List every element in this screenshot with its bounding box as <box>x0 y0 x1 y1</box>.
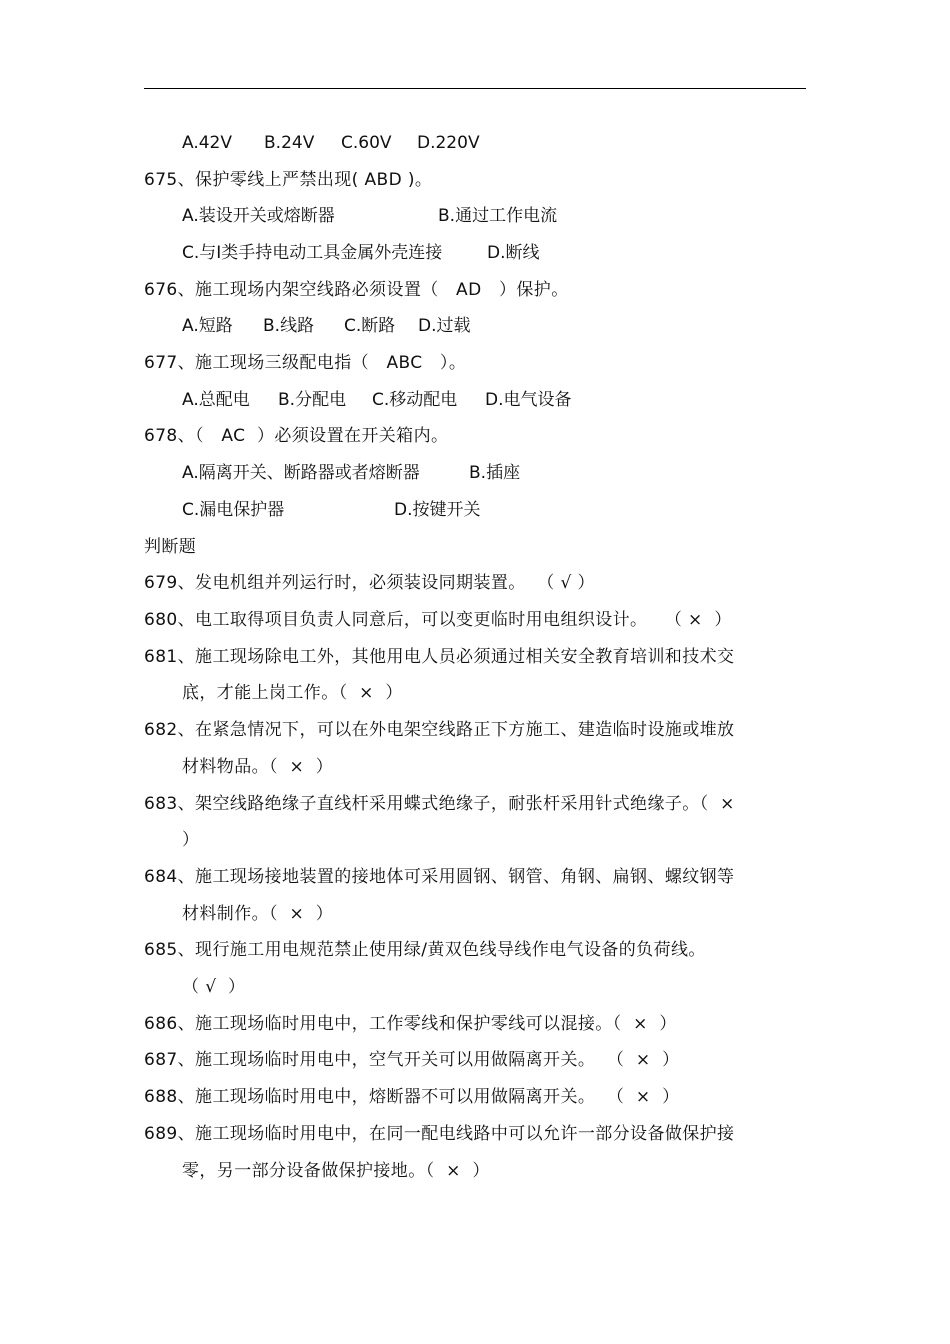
q676-option-c: C.断路 <box>344 316 396 336</box>
q677-option-b: B.分配电 <box>278 390 347 410</box>
q689-line1: 689、施工现场临时用电中，在同一配电线路中可以允许一部分设备做保护接 <box>144 1124 735 1144</box>
q677-option-a: A.总配电 <box>182 390 250 410</box>
q674-option-c: C.60V <box>341 133 392 153</box>
q682-line2: 材料物品。（ × ） <box>182 757 334 777</box>
q677-option-d: D.电气设备 <box>485 390 572 410</box>
q677-option-c: C.移动配电 <box>372 390 458 410</box>
q689-line2: 零，另一部分设备做保护接地。（ × ） <box>182 1161 490 1181</box>
q675-stem: 675、保护零线上严禁出现( ABD )。 <box>144 170 433 190</box>
q675-option-b: B.通过工作电流 <box>438 206 558 226</box>
q681-line1: 681、施工现场除电工外，其他用电人员必须通过相关安全教育培训和技术交 <box>144 647 735 667</box>
q676-option-a: A.短路 <box>182 316 233 336</box>
q686: 686、施工现场临时用电中，工作零线和保护零线可以混接。（ × ） <box>144 1014 677 1034</box>
q684-line1: 684、施工现场接地装置的接地体可采用圆钢、钢管、角钢、扁钢、螺纹钢等 <box>144 867 735 887</box>
section-title-judgment: 判断题 <box>144 537 197 557</box>
q674-option-b: B.24V <box>264 133 315 153</box>
q676-option-b: B.线路 <box>263 316 315 336</box>
q682-line1: 682、在紧急情况下，可以在外电架空线路正下方施工、建造临时设施或堆放 <box>144 720 735 740</box>
q676-stem: 676、施工现场内架空线路必须设置（ AD ）保护。 <box>144 280 569 300</box>
q678-option-b: B.插座 <box>469 463 521 483</box>
q683-line2: ） <box>182 830 200 850</box>
q678-option-c: C.漏电保护器 <box>182 500 285 520</box>
q675-option-d: D.断线 <box>487 243 540 263</box>
q675-option-c: C.与I类手持电动工具金属外壳连接 <box>182 243 443 263</box>
q675-option-a: A.装设开关或熔断器 <box>182 206 335 226</box>
q674-option-d: D.220V <box>417 133 480 153</box>
q685-line2: （ √ ） <box>182 977 246 997</box>
q681-line2: 底，才能上岗工作。（ × ） <box>182 683 403 703</box>
q685-line1: 685、现行施工用电规范禁止使用绿/黄双色线导线作电气设备的负荷线。 <box>144 940 706 960</box>
q687: 687、施工现场临时用电中，空气开关可以用做隔离开关。 （ × ） <box>144 1050 680 1070</box>
q676-option-d: D.过载 <box>418 316 471 336</box>
q678-stem: 678、（ AC ）必须设置在开关箱内。 <box>144 426 449 446</box>
header-rule <box>144 88 806 89</box>
q677-stem: 677、施工现场三级配电指（ ABC ）。 <box>144 353 467 373</box>
q680: 680、电工取得项目负责人同意后，可以变更临时用电组织设计。 （ × ） <box>144 610 732 630</box>
q679: 679、发电机组并列运行时，必须装设同期装置。 （ √ ） <box>144 573 595 593</box>
q684-line2: 材料制作。（ × ） <box>182 904 334 924</box>
q683-line1: 683、架空线路绝缘子直线杆采用蝶式绝缘子，耐张杆采用针式绝缘子。（ × <box>144 794 735 814</box>
q678-option-d: D.按键开关 <box>394 500 481 520</box>
q678-option-a: A.隔离开关、断路器或者熔断器 <box>182 463 420 483</box>
q674-option-a: A.42V <box>182 133 232 153</box>
q688: 688、施工现场临时用电中，熔断器不可以用做隔离开关。 （ × ） <box>144 1087 680 1107</box>
